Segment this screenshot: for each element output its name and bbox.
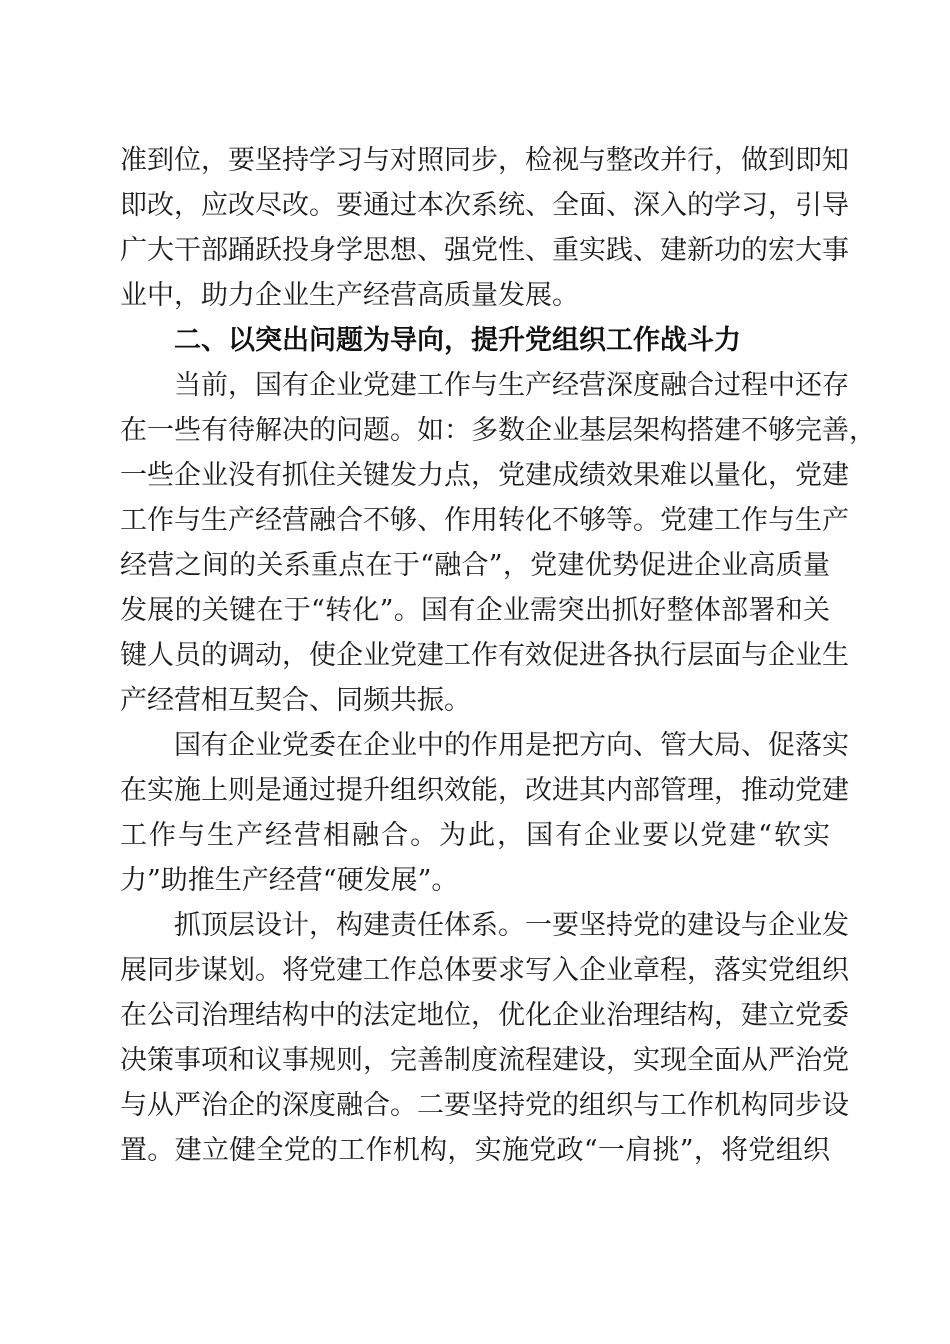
paragraph-line: 产经营相互契合、同频共振。 bbox=[120, 685, 471, 716]
paragraph-line: 经营之间的关系重点在于“融合”，党建优势促进企业高质量 bbox=[120, 550, 830, 581]
paragraph-line: 在公司治理结构中的法定地位，优化企业治理结构，建立党委 bbox=[120, 1000, 849, 1031]
paragraph-line: 即改，应改尽改。要通过本次系统、全面、深入的学习，引导 bbox=[120, 190, 849, 221]
paragraph-line: 工作与生产经营融合不够、作用转化不够等。党建工作与生产 bbox=[120, 505, 849, 536]
section-heading: 二、以突出问题为导向，提升党组织工作战斗力 bbox=[174, 325, 741, 356]
paragraph-line: 抓顶层设计，构建责任体系。一要坚持党的建设与企业发 bbox=[174, 910, 849, 941]
paragraph-line: 力”助推生产经营“硬发展”。 bbox=[120, 865, 459, 896]
paragraph-line: 国有企业党委在企业中的作用是把方向、管大局、促落实 bbox=[174, 730, 849, 761]
paragraph-line: 发展的关键在于“转化”。国有企业需突出抓好整体部署和关 bbox=[120, 595, 830, 626]
paragraph-line: 准到位，要坚持学习与对照同步，检视与整改并行，做到即知 bbox=[120, 145, 849, 176]
paragraph-line: 展同步谋划。将党建工作总体要求写入企业章程，落实党组织 bbox=[120, 955, 849, 986]
paragraph-line: 业中，助力企业生产经营高质量发展。 bbox=[120, 280, 579, 311]
paragraph-line: 与从严治企的深度融合。二要坚持党的组织与工作机构同步设 bbox=[120, 1090, 849, 1121]
paragraph-line: 键人员的调动，使企业党建工作有效促进各执行层面与企业生 bbox=[120, 640, 849, 671]
paragraph-line: 决策事项和议事规则，完善制度流程建设，实现全面从严治党 bbox=[120, 1045, 849, 1076]
paragraph-line: 置。建立健全党的工作机构，实施党政“一肩挑”，将党组织 bbox=[120, 1135, 830, 1166]
paragraph-line: 当前，国有企业党建工作与生产经营深度融合过程中还存 bbox=[174, 370, 849, 401]
paragraph-line: 广大干部踊跃投身学思想、强党性、重实践、建新功的宏大事 bbox=[120, 235, 849, 266]
paragraph-line: 在实施上则是通过提升组织效能，改进其内部管理，推动党建 bbox=[120, 775, 849, 806]
paragraph-line: 一些企业没有抓住关键发力点，党建成绩效果难以量化，党建 bbox=[120, 460, 849, 491]
paragraph-line: 在一些有待解决的问题。如：多数企业基层架构搭建不够完善， bbox=[120, 415, 876, 446]
paragraph-line: 工作与生产经营相融合。为此，国有企业要以党建“软实 bbox=[120, 820, 830, 851]
